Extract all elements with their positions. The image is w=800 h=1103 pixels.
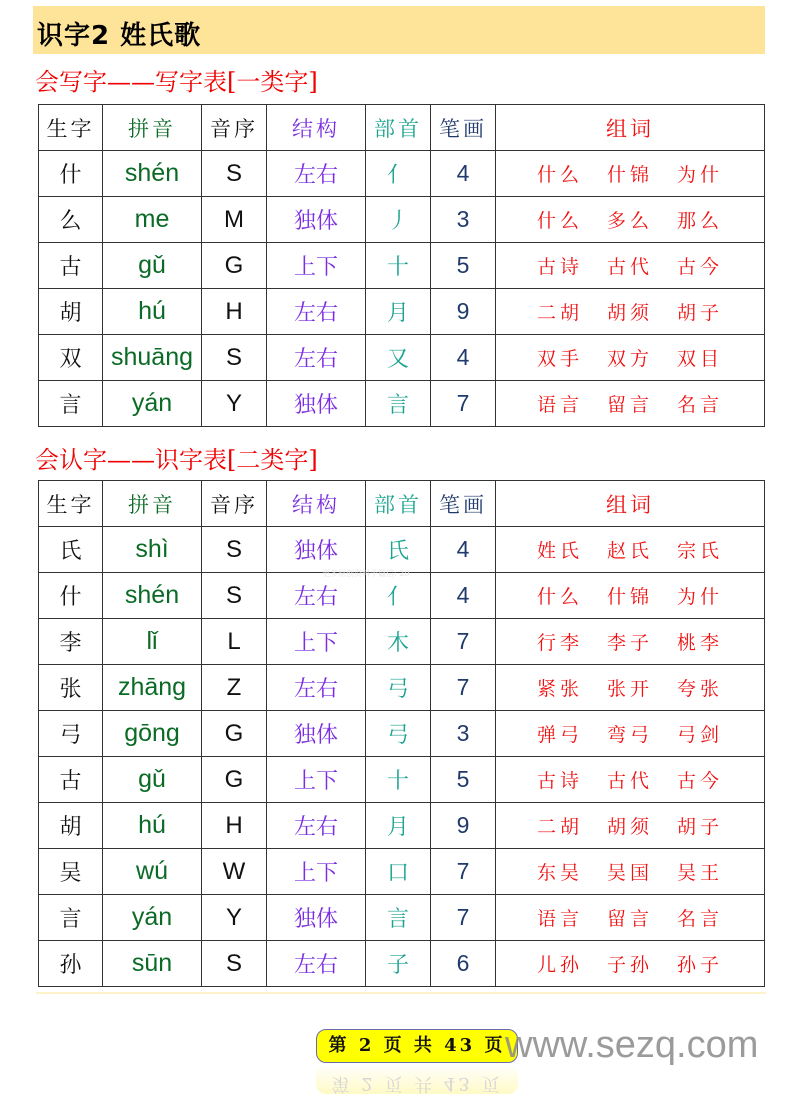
cell-char: 古 [39, 243, 103, 289]
table-row [39, 895, 765, 941]
cell-char: 孙 [39, 941, 103, 987]
word-item: 双目 [677, 348, 724, 370]
cell-words [496, 849, 765, 895]
cell-radical: 月 [366, 289, 431, 335]
cell-words [496, 197, 765, 243]
cell-struct: 独体 [267, 381, 366, 427]
title-bar [33, 6, 765, 54]
cell-char: 李 [39, 619, 103, 665]
header-struct: 结构 [267, 481, 366, 527]
cell-struct: 左右 [267, 289, 366, 335]
table-row [39, 711, 765, 757]
header-strokes: 笔画 [431, 105, 496, 151]
page-title: 识字2 姓氏歌 [37, 21, 202, 51]
cell-pinyin: shén [103, 573, 202, 619]
cell-pinyin: shuāng [103, 335, 202, 381]
header-seq: 音序 [202, 481, 267, 527]
table-row [39, 527, 765, 573]
cell-radical: 子 [366, 941, 431, 987]
word-item: 那么 [677, 210, 724, 232]
cell-seq: Z [202, 665, 267, 711]
faint-watermark: 更多原创资料千篇信: 20 [322, 569, 410, 578]
cell-words [496, 895, 765, 941]
word-item: 二胡 [536, 816, 583, 838]
cell-strokes: 4 [431, 335, 496, 381]
cell-words [496, 335, 765, 381]
cell-radical: 口 [366, 849, 431, 895]
cell-pinyin: yán [103, 381, 202, 427]
word-item: 什锦 [606, 164, 653, 186]
cell-strokes: 3 [431, 197, 496, 243]
cell-struct: 上下 [267, 757, 366, 803]
cell-radical: 十 [366, 757, 431, 803]
word-item: 孙子 [677, 954, 724, 976]
cell-struct: 上下 [267, 243, 366, 289]
cell-char: 么 [39, 197, 103, 243]
cell-pinyin: shén [103, 151, 202, 197]
cell-char: 双 [39, 335, 103, 381]
cell-strokes: 4 [431, 527, 496, 573]
table-row [39, 335, 765, 381]
word-item: 吴国 [606, 862, 653, 884]
cell-strokes: 5 [431, 757, 496, 803]
cell-words [496, 289, 765, 335]
header-seq: 音序 [202, 105, 267, 151]
table-row [39, 573, 765, 619]
cell-strokes: 3 [431, 711, 496, 757]
word-item: 名言 [677, 908, 724, 930]
cell-char: 什 [39, 573, 103, 619]
cell-radical: 言 [366, 895, 431, 941]
cell-pinyin: yán [103, 895, 202, 941]
cell-struct: 左右 [267, 335, 366, 381]
cell-pinyin: gōng [103, 711, 202, 757]
word-item: 双手 [536, 348, 583, 370]
cell-struct: 独体 [267, 711, 366, 757]
table-row [39, 849, 765, 895]
header-words: 组词 [496, 481, 765, 527]
word-item: 古诗 [536, 256, 583, 278]
cell-pinyin: hú [103, 289, 202, 335]
cell-strokes: 7 [431, 381, 496, 427]
word-item: 古诗 [536, 770, 583, 792]
header-radical: 部首 [366, 481, 431, 527]
cell-struct: 左右 [267, 573, 366, 619]
header-pinyin: 拼音 [103, 481, 202, 527]
cell-words [496, 243, 765, 289]
cell-radical: 言 [366, 381, 431, 427]
word-item: 弓剑 [677, 724, 724, 746]
word-item: 多么 [606, 210, 653, 232]
word-item: 弯弓 [606, 724, 653, 746]
cell-radical: 月 [366, 803, 431, 849]
site-watermark: www.sezq.com [505, 1024, 759, 1066]
word-item: 胡子 [677, 302, 724, 324]
word-item: 语言 [536, 394, 583, 416]
word-item: 夸张 [677, 678, 724, 700]
cell-seq: H [202, 289, 267, 335]
section-heading-recognize: 会认字——识字表[二类字] [35, 446, 318, 474]
word-item: 为什 [677, 586, 724, 608]
cell-words [496, 619, 765, 665]
cell-char: 张 [39, 665, 103, 711]
cell-radical: 弓 [366, 665, 431, 711]
cell-struct: 上下 [267, 619, 366, 665]
table-row [39, 941, 765, 987]
header-char: 生字 [39, 481, 103, 527]
word-item: 弹弓 [536, 724, 583, 746]
header-pinyin: 拼音 [103, 105, 202, 151]
cell-char: 胡 [39, 803, 103, 849]
cell-pinyin: shì [103, 527, 202, 573]
cell-seq: Y [202, 381, 267, 427]
word-item: 二胡 [536, 302, 583, 324]
section-heading-write: 会写字——写字表[一类字] [35, 68, 318, 96]
table-row [39, 757, 765, 803]
word-item: 姓氏 [536, 540, 583, 562]
cell-seq: W [202, 849, 267, 895]
cell-char: 言 [39, 895, 103, 941]
cell-seq: S [202, 941, 267, 987]
table-row [39, 289, 765, 335]
cell-strokes: 5 [431, 243, 496, 289]
cell-words [496, 711, 765, 757]
cell-radical: 丿 [366, 197, 431, 243]
cell-seq: S [202, 527, 267, 573]
cell-words [496, 803, 765, 849]
cell-struct: 上下 [267, 849, 366, 895]
recognize-chars-table [38, 480, 765, 987]
header-strokes: 笔画 [431, 481, 496, 527]
cell-pinyin: sūn [103, 941, 202, 987]
cell-pinyin: hú [103, 803, 202, 849]
cell-struct: 独体 [267, 527, 366, 573]
cell-words [496, 665, 765, 711]
word-item: 古今 [677, 770, 724, 792]
page-indicator: 第 2 页 共 43 页 [316, 1029, 518, 1063]
cell-strokes: 7 [431, 895, 496, 941]
word-item: 张开 [606, 678, 653, 700]
table-row [39, 197, 765, 243]
cell-words [496, 573, 765, 619]
cell-seq: L [202, 619, 267, 665]
cell-char: 言 [39, 381, 103, 427]
word-item: 胡子 [677, 816, 724, 838]
write-chars-table [38, 104, 765, 427]
table-header-row [39, 481, 765, 527]
cell-pinyin: gǔ [103, 243, 202, 289]
cell-pinyin: lǐ [103, 619, 202, 665]
word-item: 胡须 [606, 816, 653, 838]
cell-pinyin: wú [103, 849, 202, 895]
cell-pinyin: me [103, 197, 202, 243]
cell-char: 古 [39, 757, 103, 803]
cell-words [496, 151, 765, 197]
word-item: 子孙 [606, 954, 653, 976]
cell-seq: G [202, 243, 267, 289]
cell-char: 胡 [39, 289, 103, 335]
cell-seq: S [202, 335, 267, 381]
cell-strokes: 4 [431, 573, 496, 619]
header-char: 生字 [39, 105, 103, 151]
word-item: 胡须 [606, 302, 653, 324]
word-item: 东吴 [536, 862, 583, 884]
word-item: 什锦 [606, 586, 653, 608]
cell-strokes: 7 [431, 619, 496, 665]
table-row [39, 243, 765, 289]
word-item: 赵氏 [606, 540, 653, 562]
cell-seq: Y [202, 895, 267, 941]
word-item: 双方 [606, 348, 653, 370]
cell-radical: 弓 [366, 711, 431, 757]
page-indicator-reflection: 第 2 页 共 43 页 [316, 1064, 518, 1094]
cell-strokes: 4 [431, 151, 496, 197]
table-row [39, 803, 765, 849]
word-item: 宗氏 [677, 540, 724, 562]
cell-radical: 木 [366, 619, 431, 665]
word-item: 古代 [606, 256, 653, 278]
table-row [39, 151, 765, 197]
table-header-row [39, 105, 765, 151]
divider [36, 992, 766, 994]
cell-seq: S [202, 151, 267, 197]
word-item: 吴王 [677, 862, 724, 884]
cell-radical: 又 [366, 335, 431, 381]
cell-strokes: 9 [431, 289, 496, 335]
cell-char: 弓 [39, 711, 103, 757]
table-row [39, 619, 765, 665]
cell-seq: H [202, 803, 267, 849]
cell-char: 吴 [39, 849, 103, 895]
table-row [39, 381, 765, 427]
cell-struct: 独体 [267, 197, 366, 243]
word-item: 桃李 [677, 632, 724, 654]
cell-radical: 亻 [366, 151, 431, 197]
word-item: 语言 [536, 908, 583, 930]
header-words: 组词 [496, 105, 765, 151]
cell-pinyin: gǔ [103, 757, 202, 803]
cell-seq: M [202, 197, 267, 243]
cell-struct: 左右 [267, 151, 366, 197]
cell-words [496, 941, 765, 987]
cell-seq: G [202, 757, 267, 803]
cell-struct: 左右 [267, 665, 366, 711]
cell-seq: G [202, 711, 267, 757]
word-item: 儿孙 [536, 954, 583, 976]
word-item: 留言 [606, 394, 653, 416]
cell-radical: 氏 [366, 527, 431, 573]
table-row [39, 665, 765, 711]
cell-char: 氏 [39, 527, 103, 573]
cell-radical: 十 [366, 243, 431, 289]
word-item: 什么 [536, 210, 583, 232]
word-item: 行李 [536, 632, 583, 654]
header-struct: 结构 [267, 105, 366, 151]
cell-words [496, 381, 765, 427]
word-item: 什么 [536, 164, 583, 186]
cell-radical: 亻 [366, 573, 431, 619]
word-item: 李子 [606, 632, 653, 654]
cell-words [496, 527, 765, 573]
cell-struct: 独体 [267, 895, 366, 941]
cell-words [496, 757, 765, 803]
word-item: 古代 [606, 770, 653, 792]
word-item: 古今 [677, 256, 724, 278]
cell-strokes: 7 [431, 849, 496, 895]
cell-strokes: 7 [431, 665, 496, 711]
word-item: 名言 [677, 394, 724, 416]
cell-char: 什 [39, 151, 103, 197]
cell-struct: 左右 [267, 941, 366, 987]
word-item: 留言 [606, 908, 653, 930]
word-item: 紧张 [536, 678, 583, 700]
cell-strokes: 9 [431, 803, 496, 849]
word-item: 为什 [677, 164, 724, 186]
cell-struct: 左右 [267, 803, 366, 849]
header-radical: 部首 [366, 105, 431, 151]
word-item: 什么 [536, 586, 583, 608]
cell-pinyin: zhāng [103, 665, 202, 711]
cell-strokes: 6 [431, 941, 496, 987]
cell-seq: S [202, 573, 267, 619]
